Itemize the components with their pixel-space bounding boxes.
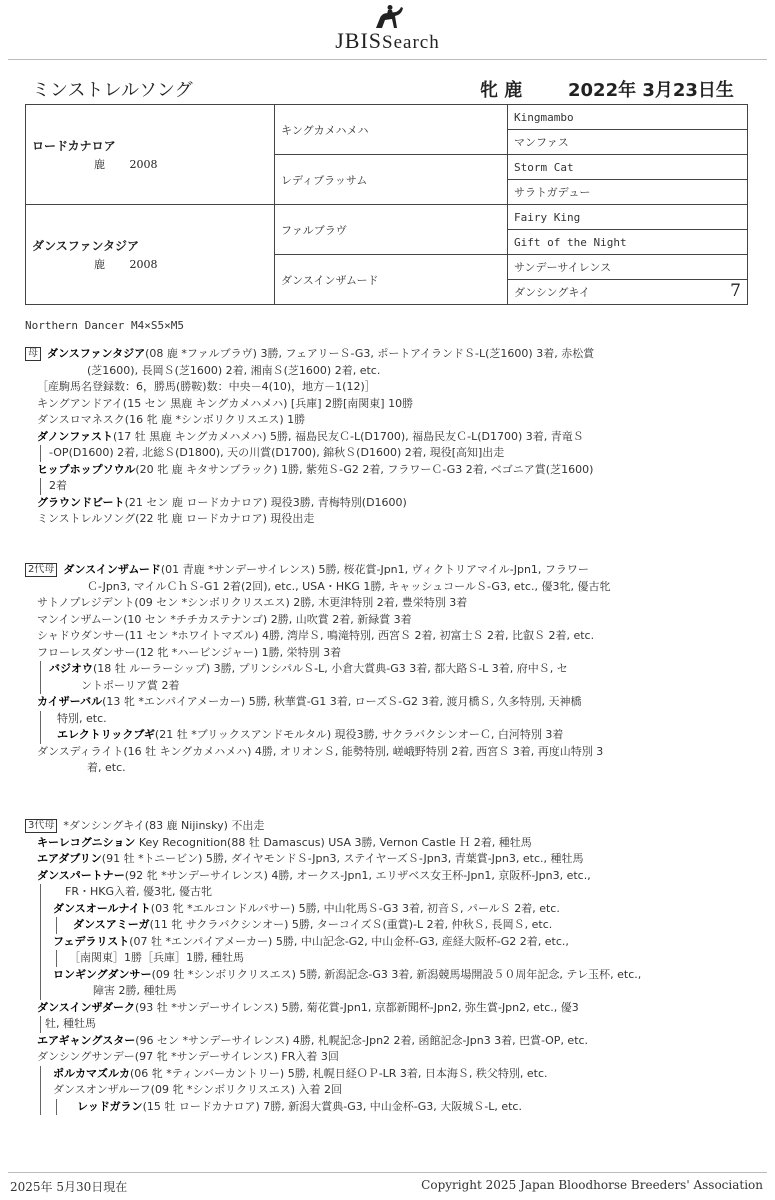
horse-link[interactable]: ダンスオールナイト [53, 901, 151, 915]
horse-link[interactable]: ダンスロマネスク(16 牝 鹿 *シンボリクリスエス) 1勝 [37, 413, 306, 426]
horse-name: ミンストレルソング [32, 80, 193, 101]
record-text: 2着 [40, 478, 740, 495]
dam-section [25, 346, 740, 528]
record-text: (18 牡 ルーラーシップ) 3勝, プリンシパルＳ-L, 小倉大賞典-G3 3着, 都大路Ｓ-L 3着, 府中Ｓ, セ [93, 662, 568, 675]
horse-link[interactable]: キーレコグニション [37, 835, 136, 849]
pedigree-gen3-cell[interactable]: Gift of the Night [508, 230, 748, 255]
section-tag-dam: 母 [25, 347, 41, 361]
horse-link[interactable]: エアギャングスター [37, 1033, 136, 1047]
pedigree-gen3-cell[interactable]: マンファス [508, 130, 748, 155]
record-text: (13 牝 *エンパイアメーカー) 5勝, 秋華賞-G1 3着, ローズＳ-G2 3着, 渡月橋Ｓ, 久多特別, 天神橋 [102, 695, 582, 708]
family-number: 7 [730, 281, 741, 301]
pedigree-gen3-cell[interactable]: Storm Cat [508, 155, 748, 180]
record-text: (08 鹿 *ファルブラヴ) 3勝, フェアリーＳ-G3, ポートアイランドＳ-L(芝1600) 3着, 赤松賞 [145, 347, 595, 360]
pedigree-sire-cell [26, 105, 275, 205]
record-text: ［南関東］1勝［兵庫］1勝, 種牡馬 [56, 950, 740, 967]
record-text: 特別, etc. [40, 711, 740, 728]
record-text: -OP(D1600) 2着, 北総Ｓ(D1800), 天の川賞(D1700), 錦秋Ｓ(D1600) 2着, 現役[高知]出走 [40, 445, 740, 462]
horse-link[interactable]: ダンスファンタジア [47, 347, 146, 360]
jbis-logo[interactable] [0, 4, 775, 54]
record-text: Key Recognition(88 牡 Damascus) USA 3勝, Vernon Castle Ｈ 2着, 種牡馬 [135, 835, 532, 849]
third-dam-section [25, 818, 740, 1115]
header-divider [8, 59, 767, 60]
record-text: Ｃ-Jpn3, マイルＣｈＳ-G1 2着(2回), etc., USA・HKG 1勝, キャッシュコールＳ-G3, etc., 優3牝, 優古牝 [87, 579, 611, 593]
horse-link[interactable]: フェデラリスト [53, 934, 130, 948]
horse-link[interactable]: ダンスオンザルーフ(09 牝 *シンボリクリスエス) 入着 2回 [40, 1082, 740, 1099]
horse-link[interactable]: ダンスインザムード [63, 563, 161, 576]
record-text: (93 牡 *サンデーサイレンス) 5勝, 菊花賞-Jpn1, 京都新聞杯-Jpn2, 弥生賞-Jpn2, etc., 優3 [135, 1000, 579, 1014]
record-text: 障害 2勝, 種牡馬 [40, 983, 740, 1000]
horse-link[interactable]: エレクトリックブギ [57, 728, 155, 741]
record-text: (11 牝 サクラバクシンオー) 5勝, ターコイズＳ(重賞)-L 2着, 仲秋Ｓ, 長岡Ｓ, etc. [149, 918, 553, 931]
horse-link[interactable]: キングアンドアイ(15 セン 黒鹿 キングカメハメハ) [兵庫] 2勝[南関東] 10勝 [37, 396, 414, 410]
progeny-summary: ［産駒馬名登録数：6，勝馬(勝鞍)数：中央－4(10)，地方－1(12)］ [37, 380, 376, 393]
horse-link[interactable]: ダンスパートナー [37, 868, 125, 882]
record-text: 着, etc. [87, 761, 126, 774]
horse-link[interactable]: ヒップホップソウル [37, 462, 136, 476]
horse-link[interactable]: マンインザムーン(10 セン *チチカステナンゴ) 2勝, 山吹賞 2着, 新緑賞 3着 [37, 612, 412, 626]
horse-link[interactable]: *ダンシングキイ(83 鹿 Nijinsky) 不出走 [63, 819, 265, 832]
record-text: (91 牡 *トニービン) 5勝, ダイヤモンドＳ-Jpn3, ステイヤーズＳ-Jpn3, 青葉賞-Jpn3, etc., 種牡馬 [101, 852, 584, 865]
pedigree-gen3-name[interactable]: ダンシングキイ [514, 286, 590, 299]
pedigree-gen3-cell[interactable]: サンデーサイレンス [508, 255, 748, 280]
section-tag-3rd-dam: 3代母 [25, 819, 57, 833]
record-text: (03 牝 *エルコンドルパサー) 5勝, 中山牝馬Ｓ-G3 3着, 初音Ｓ, パールＳ 2着, etc. [150, 901, 560, 915]
horse-birthdate: 2022年 3月23日生 [568, 80, 734, 101]
sire-color-year: 鹿 2008 [94, 158, 158, 171]
horse-link[interactable]: ポルカマズルカ [53, 1066, 130, 1080]
horse-link[interactable]: バジオウ [49, 662, 93, 675]
pedigree-gen3-cell [508, 280, 748, 305]
logo-search: Search [382, 32, 440, 53]
record-text: (06 牝 *ティンバーカントリー) 5勝, 札幌日経ＯＰ-LR 3着, 日本海Ｓ, 秩父特別, etc. [130, 1066, 548, 1080]
pedigree-gen3-cell[interactable]: サラトガデュー [508, 180, 748, 205]
second-dam-section [25, 562, 740, 777]
record-text: (96 セン *サンデーサイレンス) 4勝, 札幌記念-Jpn2 2着, 函館記念-Jpn3 3着, 巴賞-OP, etc. [135, 1033, 589, 1047]
horse-link[interactable]: ミンストレルソング(22 牝 鹿 ロードカナロア) 現役出走 [37, 512, 315, 525]
record-text: 牡, 種牡馬 [40, 1016, 740, 1033]
horse-jockey-icon [368, 4, 408, 30]
horse-link[interactable]: レッドガラン [77, 1099, 143, 1113]
footer-date: 2025年 5月30日現在 [10, 1180, 128, 1194]
horse-link[interactable]: カイザーバル [37, 695, 103, 708]
horse-title-row [32, 76, 743, 104]
horse-link[interactable]: グラウンドビート [37, 495, 125, 509]
horse-link[interactable]: ダンシングサンデー(97 牝 *サンデーサイレンス) FR入着 3回 [37, 1050, 339, 1063]
record-text: ントポーリア賞 2着 [40, 678, 740, 695]
record-text: (20 牝 鹿 キタサンブラック) 1勝, 紫苑Ｓ-G2 2着, フラワーＣ-G3 2着, ベゴニア賞(芝1600) [135, 462, 594, 476]
record-text: (21 牡 *ブリックスアンドモルタル) 現役3勝, サクラバクシンオーＣ, 白河特別 3着 [154, 728, 564, 741]
sire-name[interactable]: ロードカナロア [32, 139, 116, 153]
pedigree-gen3-cell[interactable]: Kingmambo [508, 105, 748, 130]
pedigree-gen2-cell[interactable]: ダンスインザムード [275, 255, 508, 305]
horse-link[interactable]: ダンスアミーガ [73, 918, 150, 931]
record-text: (01 青鹿 *サンデーサイレンス) 5勝, 桜花賞-Jpn1, ヴィクトリアマイル-Jpn1, フラワー [160, 563, 589, 576]
horse-link[interactable]: シャドウダンサー(11 セン *ホワイトマズル) 4勝, 湾岸Ｓ, 鳴滝特別, 西宮Ｓ 2着, 初富士Ｓ 2着, 比叡Ｓ 2着, etc. [37, 629, 595, 642]
section-tag-2nd-dam: 2代母 [25, 563, 57, 577]
record-text: (07 牡 *エンパイアメーカー) 5勝, 中山記念-G2, 中山金杯-G3, 産経大阪杯-G2 2着, etc., [129, 934, 569, 948]
pedigree-dam-cell [26, 205, 275, 305]
dam-name[interactable]: ダンスファンタジア [32, 239, 140, 253]
horse-link[interactable]: エアダブリン [37, 852, 102, 865]
inbreeding-info: Northern Dancer M4×S5×M5 [25, 319, 184, 332]
pedigree-gen2-cell[interactable]: レディブラッサム [275, 155, 508, 205]
record-text: FR・HKG入着, 優3牝, 優古牝 [40, 884, 740, 901]
horse-sex-color: 牝 鹿 [480, 80, 523, 101]
pedigree-gen2-cell[interactable]: キングカメハメハ [275, 105, 508, 155]
pedigree-gen2-cell[interactable]: ファルブラヴ [275, 205, 508, 255]
horse-link[interactable]: ダンスディライト(16 牡 キングカメハメハ) 4勝, オリオンＳ, 能勢特別, 嵯峨野特別 2着, 西宮Ｓ 3着, 再度山特別 3 [37, 744, 604, 758]
record-text: (92 牝 *サンデーサイレンス) 4勝, オークス-Jpn1, エリザベス女王杯-Jpn1, 京阪杯-Jpn3, etc., [124, 868, 591, 882]
dam-color-year: 鹿 2008 [94, 258, 158, 271]
record-text: (17 牡 黒鹿 キングカメハメハ) 5勝, 福島民友Ｃ-L(D1700), 福島民友Ｃ-L(D1700) 3着, 青竜Ｓ [113, 429, 584, 443]
footer-divider [8, 1172, 767, 1173]
footer-copyright: Copyright 2025 Japan Bloodhorse Breeders' Association [421, 1178, 763, 1192]
record-text: (21 セン 鹿 ロードカナロア) 現役3勝, 青梅特別(D1600) [124, 495, 407, 509]
horse-link[interactable]: サトノプレジデント(09 セン *シンボリクリスエス) 2勝, 木更津特別 2着, 豊栄特別 3着 [37, 596, 468, 609]
pedigree-table [25, 104, 748, 305]
horse-link[interactable]: ダンスインザダーク [37, 1000, 136, 1014]
horse-link[interactable]: ダノンファスト [37, 429, 114, 443]
record-text: (芝1600), 長岡Ｓ(芝1600) 2着, 湘南Ｓ(芝1600) 2着, etc. [87, 363, 381, 377]
pedigree-gen3-cell[interactable]: Fairy King [508, 205, 748, 230]
record-text: (09 牡 *シンボリクリスエス) 5勝, 新潟記念-G3 3着, 新潟競馬場開設５０周年記念, テレ玉杯, etc., [151, 967, 642, 981]
record-text: (15 牡 ロードカナロア) 7勝, 新潟大賞典-G3, 中山金杯-G3, 大阪城Ｓ-L, etc. [142, 1099, 522, 1113]
horse-link[interactable]: ロンギングダンサー [53, 967, 152, 981]
logo-jbis: JBIS [335, 28, 383, 53]
horse-link[interactable]: フローレスダンサー(12 牝 *ハービンジャー) 1勝, 栄特別 3着 [37, 645, 342, 659]
